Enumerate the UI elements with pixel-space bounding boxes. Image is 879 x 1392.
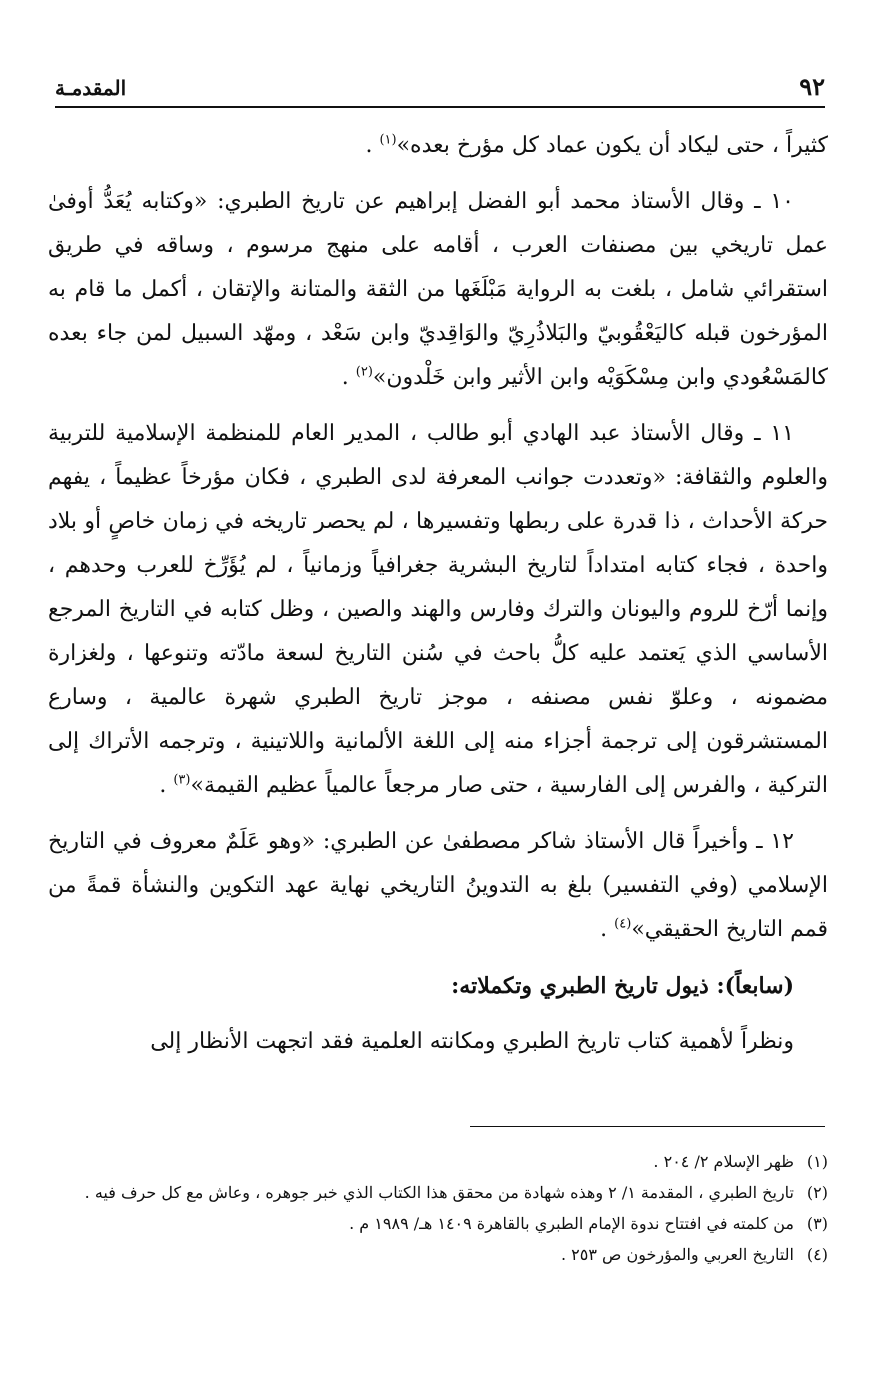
paragraph-text: كثيراً ، حتى ليكاد أن يكون عماد كل مؤرخ بعده»: [396, 133, 828, 158]
paragraph-12: [48, 820, 828, 952]
paragraph-10: [48, 180, 828, 400]
paragraph-final: ونظراً لأهمية كتاب تاريخ الطبري ومكانته العلمية فقد اتجهت الأنظار إلى: [150, 1029, 794, 1054]
footnote-number: (٤): [806, 1245, 828, 1264]
section-heading: (سابعاً): ذيول تاريخ الطبري وتكملاته:: [451, 973, 794, 999]
footnote-rule: [470, 1126, 825, 1127]
footnote-number: (٢): [806, 1183, 828, 1202]
page-header: [55, 72, 825, 102]
footnote: [48, 1239, 828, 1270]
footnote: [48, 1208, 828, 1239]
footnote-ref: (٢): [355, 364, 373, 380]
paragraph-11: [48, 412, 828, 808]
footnote-ref: (١): [379, 132, 397, 148]
body-text: [48, 124, 828, 1076]
footnote-text: تاريخ الطبري ، المقدمة ١/ ٢ وهذه شهادة من محقق هذا الكتاب الذي خبر جوهره ، وعاش مع كل حرف فيه .: [84, 1183, 794, 1202]
footnote-ref: (٤): [614, 916, 632, 932]
paragraph-end: .: [365, 133, 380, 158]
footnote-text: التاريخ العربي والمؤرخون ص ٢٥٣ .: [560, 1245, 794, 1264]
footnote-text: ظهر الإسلام ٢/ ٢٠٤ .: [653, 1152, 794, 1171]
footnote-number: (١): [806, 1152, 828, 1171]
page-number: ٩٢: [799, 72, 825, 101]
footnote-ref: (٣): [173, 772, 191, 788]
paragraph-end: .: [600, 917, 615, 942]
paragraph-text: ١٠ ـ وقال الأستاذ محمد أبو الفضل إبراهيم عن تاريخ الطبري: «وكتابه يُعَدُّ أوفىٰ عمل تاريخي بين مصنفات العرب ، أقامه على منهج مرسوم ، وساقه في طريق استقرائي شامل ، بلغت به الرواية مَبْلَغَها من الثقة والمتانة والإتقان ، أكمل ما قام به المؤرخون قبله كاليَعْقُوبيّ والبَلاذُرِيّ والوَاقِديّ وابن سَعْد ، ومهّد السبيل لمن جاء بعده كالمَسْعُودي وابن مِسْكَوَيْه وابن الأثير وابن خَلْدون»: [48, 189, 828, 390]
footnote: [48, 1177, 828, 1208]
paragraph-text: ١١ ـ وقال الأستاذ عبد الهادي أبو طالب ، المدير العام للمنظمة الإسلامية للتربية والعلوم والثقافة: «وتعددت جوانب المعرفة لدى الطبري ، فكان مؤرخاً عظيماً ، يفهم حركة الأحداث ، ذا قدرة على ربطها وتفسيرها ، لم يحصر تاريخه في زمان خاصٍ أو بلاد واحدة ، فجاء كتابه امتداداً لتاريخ البشرية جغرافياً وزمانياً ، لم يُؤَرِّخ للعرب وحدهم ، وإنما أرّخ للروم واليونان والترك وفارس والهند والصين ، وظل كتابه في التاريخ المرجع الأساسي الذي يَعتمد عليه كلُّ باحث في سُنن التاريخ لسعة مادّته وتنوعها ، ولغزارة مضمونه ، وعلوّ نفس مصنفه ، موجز تاريخ الطبري شهرة عالمية ، وسارع المستشرقون إلى ترجمة أجزاء منه إلى اللغة الألمانية واللاتينية ، وترجمه الأتراك إلى التركية ، والفرس إلى الفارسية ، حتى صار مرجعاً عالمياً عظيم القيمة»: [48, 421, 828, 798]
paragraph-end: .: [159, 773, 174, 798]
footnotes: [48, 1146, 828, 1270]
paragraph-continuation: [48, 124, 828, 168]
footnote: [48, 1146, 828, 1177]
paragraph-end: .: [341, 365, 356, 390]
footnote-text: من كلمته في افتتاح ندوة الإمام الطبري بالقاهرة ١٤٠٩ هـ/ ١٩٨٩ م .: [349, 1214, 794, 1233]
running-title: المقدمـة: [55, 76, 127, 100]
header-rule: [55, 106, 825, 108]
paragraph-text: ١٢ ـ وأخيراً قال الأستاذ شاكر مصطفىٰ عن الطبري: «وهو عَلَمٌ معروف في التاريخ الإسلامي (وفي التفسير) بلغ به التدوينُ التاريخي نهاية عهد التكوين والنشأة قمةً من قمم التاريخ الحقيقي»: [48, 829, 828, 942]
footnote-number: (٣): [806, 1214, 828, 1233]
